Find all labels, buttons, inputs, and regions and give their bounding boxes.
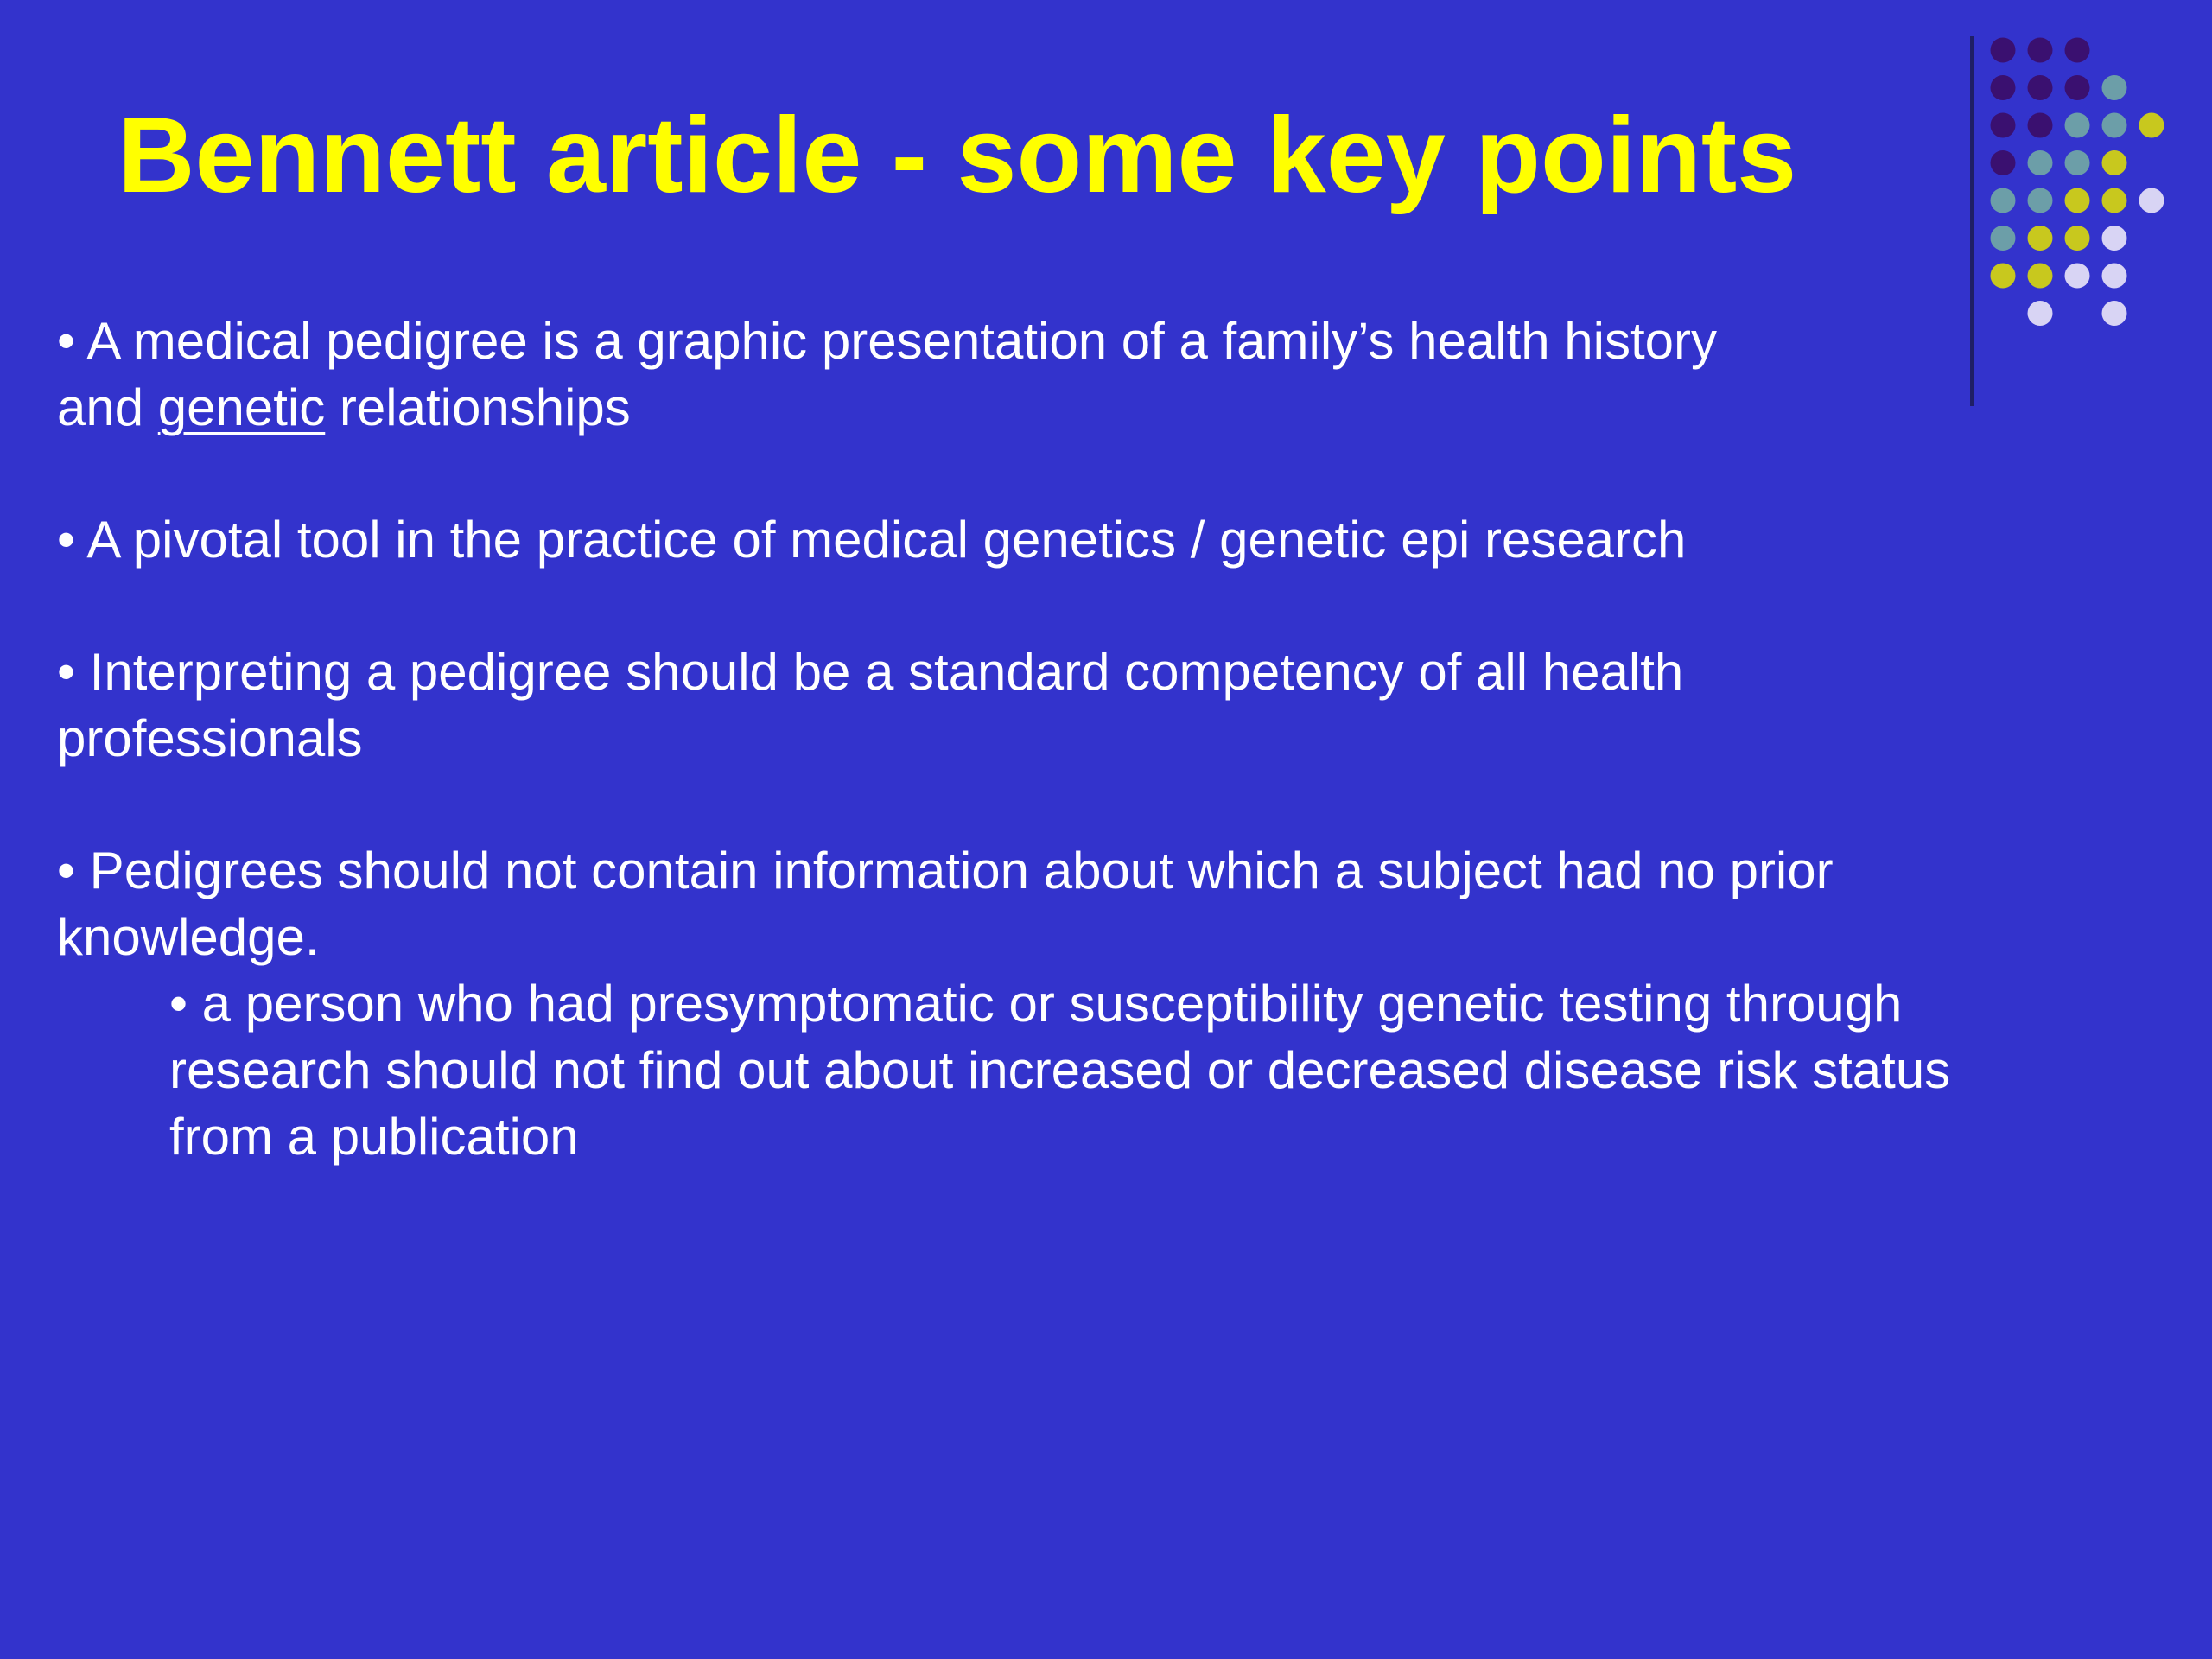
sub-bullet-testing-line2: research should not find out about increased or decreased disease risk status — [169, 1041, 1951, 1099]
decorative-dot — [2102, 226, 2127, 251]
decorative-dot — [1991, 38, 2016, 63]
slide-title: Bennett article - some key points — [118, 96, 1797, 215]
decorative-dot — [1991, 75, 2016, 100]
decorative-dot — [1991, 226, 2016, 251]
spacer — [57, 772, 2131, 837]
sub-bullet-testing-line3: from a publication — [169, 1108, 579, 1166]
decorative-dot — [2102, 150, 2127, 175]
decorative-dot — [2065, 188, 2090, 213]
decorative-dot — [1991, 150, 2016, 175]
decorative-dot — [2065, 75, 2090, 100]
bullet-prior-knowledge-line1: • Pedigrees should not contain information about which a subject had no prior — [57, 842, 1834, 899]
decorative-dot — [2028, 75, 2053, 100]
bullet-pedigree-definition-text: and — [57, 378, 158, 436]
bullet-pedigree-definition-line2 — [57, 374, 2131, 441]
spacer — [57, 441, 2131, 506]
decorative-dot — [2028, 113, 2053, 138]
decorative-dot — [2065, 113, 2090, 138]
bullet-interpreting-line2: professionals — [57, 709, 363, 767]
bullet-pivotal-tool: • A pivotal tool in the practice of medical genetics / genetic epi research — [57, 511, 1687, 569]
decorative-dot — [2028, 226, 2053, 251]
decorative-dot — [2065, 38, 2090, 63]
bullet-pedigree-definition-line1: • A medical pedigree is a graphic presentation of a family’s health history — [57, 312, 1717, 370]
bullet-prior-knowledge-line2: knowledge. — [57, 908, 320, 966]
decorative-dot — [2028, 150, 2053, 175]
decorative-dot — [1991, 264, 2016, 289]
decorative-dot — [2028, 188, 2053, 213]
decorative-dot — [2065, 264, 2090, 289]
decorative-dot — [2065, 150, 2090, 175]
decorative-dot — [2139, 188, 2164, 213]
decorative-dot — [2102, 75, 2127, 100]
decorative-dot — [2102, 188, 2127, 213]
bullet-interpreting-line1: • Interpreting a pedigree should be a standard competency of all health — [57, 643, 1684, 701]
decorative-dot — [2028, 38, 2053, 63]
sub-bullet-testing-line1: • a person who had presymptomatic or susceptibility genetic testing through — [169, 975, 1903, 1033]
decorative-dot — [2102, 113, 2127, 138]
decorative-dot — [1991, 113, 2016, 138]
decorative-dot — [2028, 264, 2053, 289]
decorative-dot — [2065, 226, 2090, 251]
bullet-pedigree-definition-text-end: relationships — [325, 378, 631, 436]
spacer — [57, 573, 2131, 639]
decorative-dot — [2102, 264, 2127, 289]
genetic-link[interactable]: genetic — [157, 378, 326, 436]
decorative-dot — [1991, 188, 2016, 213]
slide-body — [57, 308, 2131, 1170]
decorative-dot — [2139, 113, 2164, 138]
